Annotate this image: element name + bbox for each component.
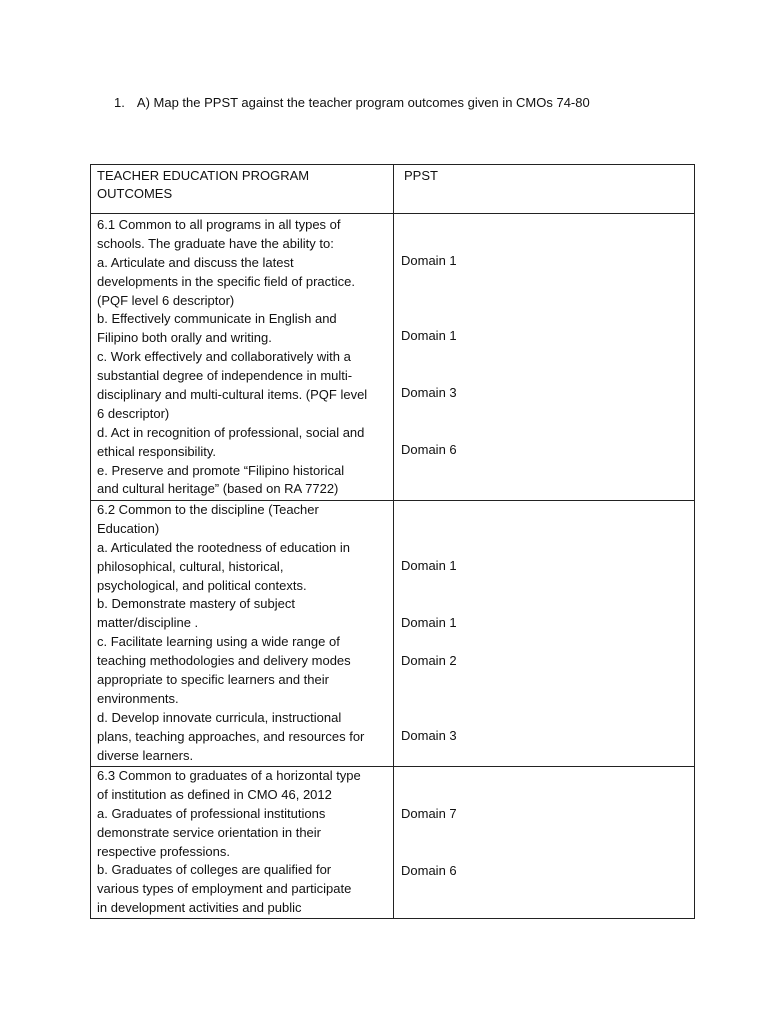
outcome-line: diverse learners. (97, 747, 194, 763)
header-row (91, 165, 695, 214)
header-outcomes: TEACHER EDUCATION PROGRAM OUTCOMES (97, 168, 310, 201)
domain-label: Domain 1 (401, 328, 457, 343)
outcome-line: and cultural heritage” (based on RA 7722) (97, 481, 339, 497)
section-row-6-2 (91, 501, 695, 767)
domain-label: Domain 3 (401, 385, 457, 400)
outcome-line: teaching methodologies and delivery modes (97, 653, 351, 669)
outcome-line: d. Act in recognition of professional, social and (97, 424, 365, 440)
outcome-line: b. Effectively communicate in English and (97, 311, 337, 327)
header-ppst-cell (394, 165, 695, 214)
header-outcomes-cell (91, 165, 394, 214)
outcome-line: Education) (97, 520, 160, 536)
outcomes-cell-6-1 (91, 214, 394, 501)
domain-label: Domain 6 (401, 863, 457, 878)
domain-label: Domain 1 (401, 558, 457, 573)
outcome-line: a. Graduates of professional institutions (97, 805, 326, 821)
outcome-line: a. Articulated the rootedness of education in (97, 539, 350, 555)
outcome-line: 6 descriptor) (97, 405, 170, 421)
outcome-line: e. Preserve and promote “Filipino historical (97, 462, 345, 478)
outcome-line: schools. The graduate have the ability to: (97, 235, 334, 251)
outcome-line: demonstrate service orientation in their (97, 824, 322, 840)
question-number: 1. (114, 95, 125, 110)
outcome-line: in development activities and public (97, 900, 302, 916)
question-line (114, 94, 590, 112)
header-ppst: PPST (404, 168, 438, 183)
outcome-line: b. Demonstrate mastery of subject (97, 596, 295, 612)
mapping-table (90, 164, 695, 919)
outcome-line: respective professions. (97, 843, 230, 859)
domain-label: Domain 1 (401, 253, 457, 268)
ppst-cell-6-3 (394, 767, 695, 919)
section-row-6-3 (91, 767, 695, 919)
outcome-line: developments in the specific field of practice. (97, 273, 355, 289)
outcome-line: matter/discipline . (97, 615, 199, 631)
outcome-line: b. Graduates of colleges are qualified for (97, 862, 332, 878)
outcome-line: d. Develop innovate curricula, instructional (97, 709, 342, 725)
outcome-line: ethical responsibility. (97, 443, 216, 459)
ppst-cell-6-2 (394, 501, 695, 767)
outcome-line: (PQF level 6 descriptor) (97, 292, 235, 308)
outcome-line: 6.3 Common to graduates of a horizontal type (97, 768, 361, 783)
domain-label: Domain 2 (401, 653, 457, 668)
outcome-line: plans, teaching approaches, and resources for (97, 728, 365, 744)
outcome-line: appropriate to specific learners and their (97, 672, 329, 688)
domain-label: Domain 6 (401, 442, 457, 457)
outcome-line: environments. (97, 690, 179, 706)
outcome-line: 6.1 Common to all programs in all types of (97, 217, 341, 232)
outcome-line: substantial degree of independence in multi- (97, 368, 353, 384)
outcome-line: a. Articulate and discuss the latest (97, 254, 294, 270)
outcome-line: psychological, and political contexts. (97, 577, 307, 593)
ppst-cell-6-1 (394, 214, 695, 501)
domain-label: Domain 1 (401, 615, 457, 630)
outcome-line: c. Work effectively and collaboratively with a (97, 349, 351, 365)
section-row-6-1 (91, 214, 695, 501)
domain-label: Domain 3 (401, 728, 457, 743)
domain-label: Domain 7 (401, 806, 457, 821)
outcome-line: c. Facilitate learning using a wide range of (97, 634, 340, 650)
outcomes-cell-6-3 (91, 767, 394, 919)
outcomes-cell-6-2 (91, 501, 394, 767)
outcome-line: disciplinary and multi-cultural items. (PQF level (97, 387, 368, 403)
outcome-line: philosophical, cultural, historical, (97, 558, 284, 574)
question-text: A) Map the PPST against the teacher program outcomes given in CMOs 74-80 (136, 95, 590, 110)
outcome-line: Filipino both orally and writing. (97, 330, 272, 346)
outcome-line: of institution as defined in CMO 46, 2012 (97, 786, 332, 802)
outcome-line: various types of employment and participate (97, 881, 352, 897)
outcome-line: 6.2 Common to the discipline (Teacher (97, 502, 319, 517)
